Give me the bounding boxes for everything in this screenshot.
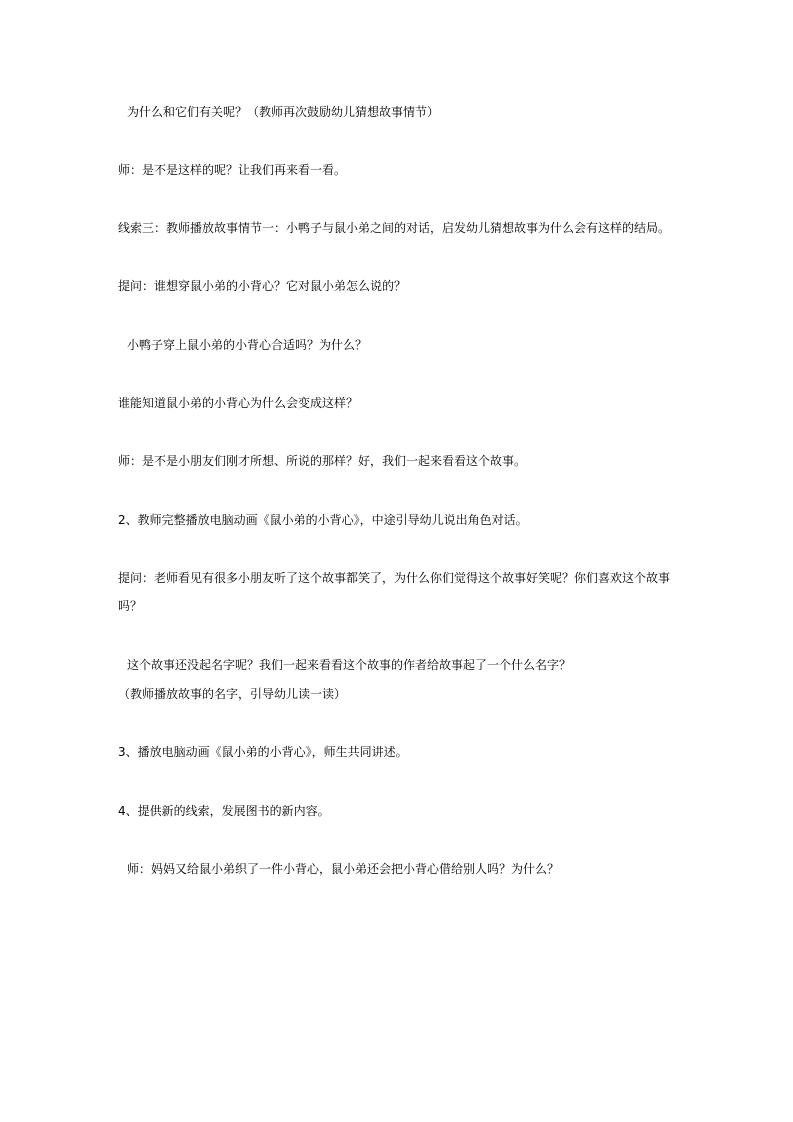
paragraph: 2、教师完整播放电脑动画《鼠小弟的小背心》，中途引导幼儿说出角色对话。 xyxy=(118,513,528,527)
paragraph: 线索三：教师播放故事情节一：小鸭子与鼠小弟之间的对话，启发幼儿猜想故事为什么会有这样的结局。 xyxy=(118,221,671,235)
paragraph: 吗？ xyxy=(118,599,143,613)
paragraph: 提问：老师看见有很多小朋友听了这个故事都笑了，为什么你们觉得这个故事好笑呢？你们喜欢这个故事 xyxy=(118,571,671,585)
paragraph: 3、播放电脑动画《鼠小弟的小背心》，师生共同讲述。 xyxy=(118,745,408,759)
paragraph: 4、提供新的线索，发展图书的新内容。 xyxy=(118,804,330,818)
paragraph: 师：妈妈又给鼠小弟织了一件小背心，鼠小弟还会把小背心借给别人吗？为什么？ xyxy=(127,862,560,876)
paragraph: （教师播放故事的名字，引导幼儿读一读） xyxy=(118,687,347,701)
paragraph: 谁能知道鼠小弟的小背心为什么会变成这样？ xyxy=(118,396,359,410)
paragraph: 师：是不是这样的呢？让我们再来看一看。 xyxy=(118,163,347,177)
paragraph: 为什么和它们有关呢？（教师再次鼓励幼儿猜想故事情节） xyxy=(127,105,440,119)
paragraph: 提问：谁想穿鼠小弟的小背心？它对鼠小弟怎么说的？ xyxy=(118,279,407,293)
paragraph: 这个故事还没起名字呢？我们一起来看看这个故事的作者给故事起了一个什么名字？ xyxy=(127,658,572,672)
paragraph: 师：是不是小朋友们刚才所想、所说的那样？好，我们一起来看看这个故事。 xyxy=(118,454,527,468)
paragraph: 小鸭子穿上鼠小弟的小背心合适吗？为什么？ xyxy=(127,338,368,352)
